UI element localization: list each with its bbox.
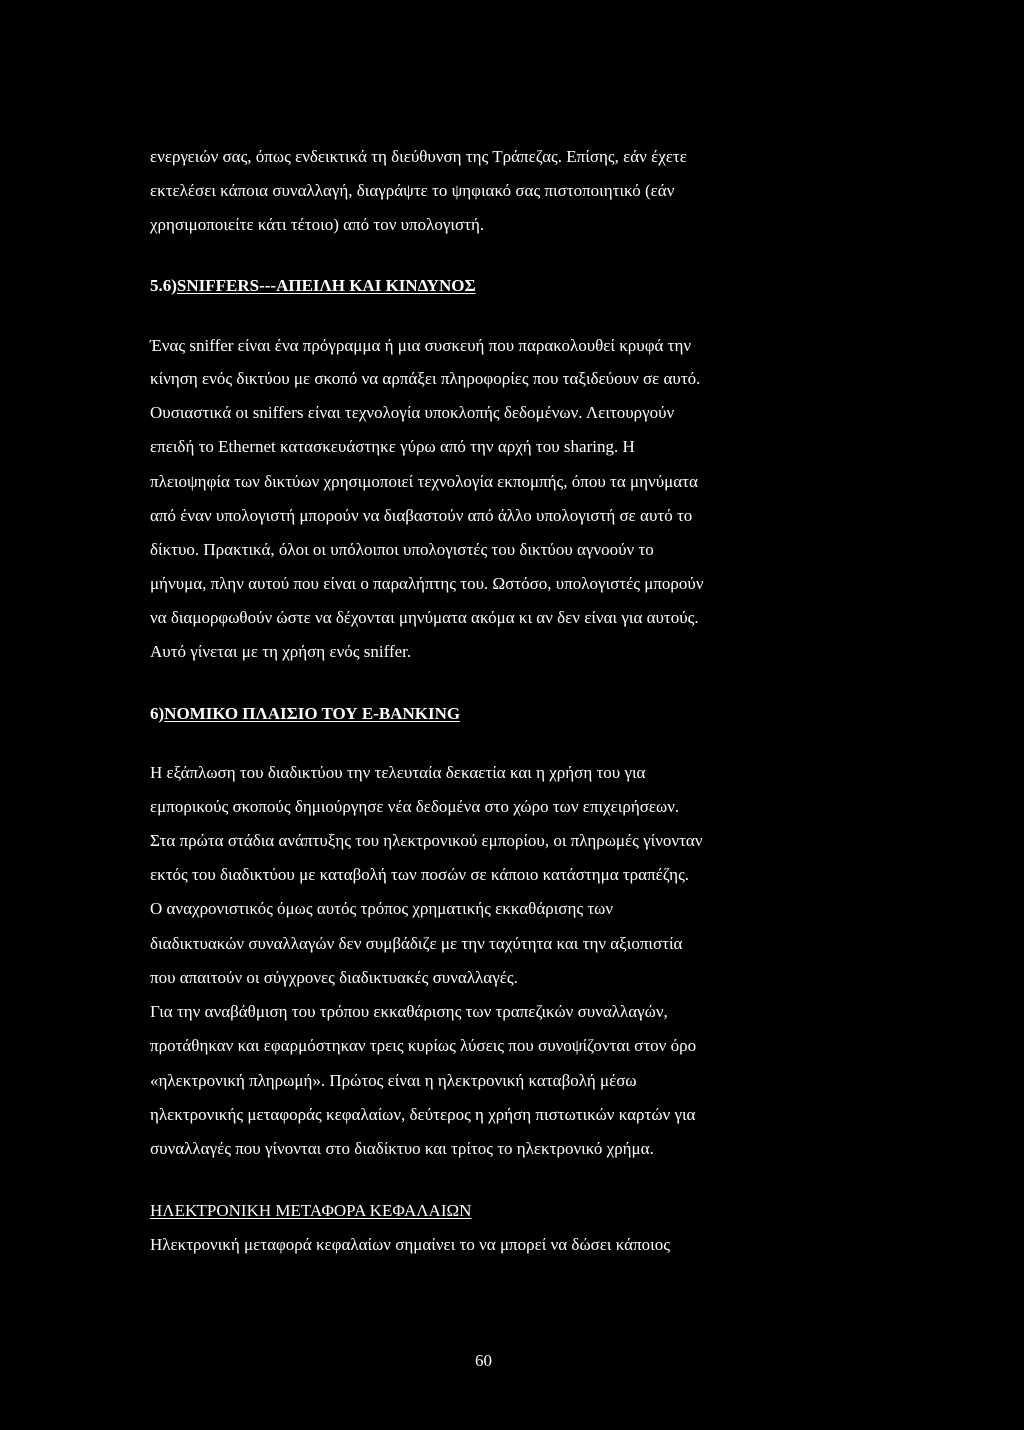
section-number: 6) bbox=[150, 704, 165, 723]
body-line: διαδικτυακών συναλλαγών δεν συμβάδιζε με την ταχύτητα και την αξιοπιστία bbox=[150, 934, 683, 953]
section-title: ΝΟΜΙΚΟ ΠΛΑΙΣΙΟ ΤΟΥ E-BANKING bbox=[164, 704, 461, 723]
body-line: Ουσιαστικά οι sniffers είναι τεχνολογία υποκλοπής δεδομένων. Λειτουργούν bbox=[150, 403, 675, 422]
body-line: Η εξάπλωση του διαδικτύου την τελευταία δεκαετία και η χρήση του για bbox=[150, 763, 646, 782]
body-line: συναλλαγές που γίνονται στο διαδίκτυο και τρίτος το ηλεκτρονικό χρήμα. bbox=[150, 1139, 654, 1158]
section-number: 5.6) bbox=[150, 276, 177, 295]
section-heading-legal bbox=[150, 704, 460, 724]
section-title: SNIFFERS---ΑΠΕΙΛΗ ΚΑΙ ΚΙΝΔΥΝΟΣ bbox=[176, 276, 476, 295]
body-line: πλειοψηφία των δικτύων χρησιμοποιεί τεχνολογία εκπομπής, όπου τα μηνύματα bbox=[150, 472, 698, 491]
body-line: ηλεκτρονικής μεταφοράς κεφαλαίων, δεύτερος η χρήση πιστωτικών καρτών για bbox=[150, 1105, 696, 1124]
intro-line: εκτελέσει κάποια συναλλαγή, διαγράψτε το ψηφιακό σας πιστοποιητικό (εάν bbox=[150, 181, 675, 200]
body-line: Στα πρώτα στάδια ανάπτυξης του ηλεκτρονικού εμπορίου, οι πληρωμές γίνονταν bbox=[150, 831, 703, 850]
body-line: Ένας sniffer είναι ένα πρόγραμμα ή μια συσκευή που παρακολουθεί κρυφά την bbox=[150, 336, 692, 355]
page-number: 60 bbox=[475, 1351, 492, 1370]
body-line: να διαμορφωθούν ώστε να δέχονται μηνύματα ακόμα κι αν δεν είναι για αυτούς. bbox=[150, 608, 699, 627]
intro-line: ενεργειών σας, όπως ενδεικτικά τη διεύθυνση της Τράπεζας. Επίσης, εάν έχετε bbox=[150, 147, 687, 166]
subsection-heading-transfer: ΗΛΕΚΤΡΟΝΙΚΗ ΜΕΤΑΦΟΡΑ ΚΕΦΑΛΑΙΩΝ bbox=[150, 1201, 472, 1220]
section-heading-sniffers bbox=[150, 276, 476, 296]
body-line: εκτός του διαδικτύου με καταβολή των ποσών σε κάποιο κατάστημα τραπέζης. bbox=[150, 865, 690, 884]
body-line: Για την αναβάθμιση του τρόπου εκκαθάρισης των τραπεζικών συναλλαγών, bbox=[150, 1002, 668, 1021]
body-line: επειδή το Ethernet κατασκευάστηκε γύρω από την αρχή του sharing. Η bbox=[150, 437, 635, 456]
body-line: Ο αναχρονιστικός όμως αυτός τρόπος χρηματικής εκκαθάρισης των bbox=[150, 899, 614, 918]
body-line: δίκτυο. Πρακτικά, όλοι οι υπόλοιποι υπολογιστές του δικτύου αγνοούν το bbox=[150, 540, 654, 559]
intro-line: χρησιμοποιείτε κάτι τέτοιο) από τον υπολογιστή. bbox=[150, 215, 485, 234]
body-line: που απαιτούν οι σύγχρονες διαδικτυακές συναλλαγές. bbox=[150, 968, 518, 987]
body-line: Αυτό γίνεται με τη χρήση ενός sniffer. bbox=[150, 642, 412, 661]
body-line: μήνυμα, πλην αυτού που είναι ο παραλήπτης του. Ωστόσο, υπολογιστές μπορούν bbox=[150, 574, 704, 593]
body-line: κίνηση ενός δικτύου με σκοπό να αρπάξει πληροφορίες που ταξιδεύουν σε αυτό. bbox=[150, 369, 701, 388]
body-line: «ηλεκτρονική πληρωμή». Πρώτος είναι η ηλεκτρονική καταβολή μέσω bbox=[150, 1071, 637, 1090]
body-line: Ηλεκτρονική μεταφορά κεφαλαίων σημαίνει το να μπορεί να δώσει κάποιος bbox=[150, 1235, 670, 1254]
body-line: από έναν υπολογιστή μπορούν να διαβαστούν από άλλο υπολογιστή σε αυτό το bbox=[150, 506, 693, 525]
body-line: προτάθηκαν και εφαρμόστηκαν τρεις κυρίως λύσεις που συνοψίζονται στον όρο bbox=[150, 1036, 697, 1055]
body-line: εμπορικούς σκοπούς δημιούργησε νέα δεδομένα στο χώρο των επιχειρήσεων. bbox=[150, 797, 680, 816]
